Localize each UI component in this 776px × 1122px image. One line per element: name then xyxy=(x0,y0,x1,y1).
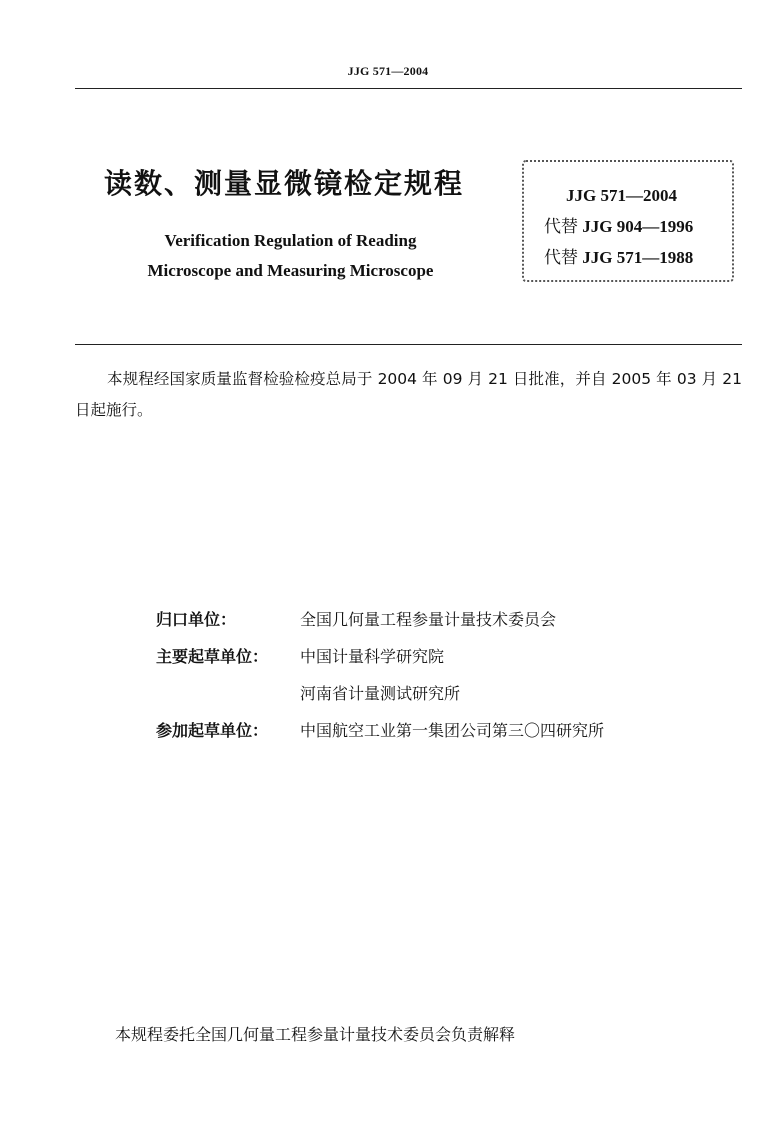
title-english-line-1: Verification Regulation of Reading xyxy=(164,231,417,250)
approval-statement: 本规程经国家质量监督检验检疫总局于 2004 年 09 月 21 日批准，并自 2005 年 03 月 21 日起施行。 xyxy=(75,370,742,419)
running-header-code: JJG 571—2004 xyxy=(347,64,429,78)
responsible-unit-row xyxy=(156,600,604,637)
replaces-prefix: 代替 xyxy=(544,248,578,267)
main-drafting-unit-row xyxy=(156,637,604,674)
replaced-code: JJG 571—1988 xyxy=(582,248,694,267)
section-rule xyxy=(75,344,742,345)
header-rule xyxy=(75,88,742,89)
responsible-unit-value: 全国几何量工程参量计量技术委员会 xyxy=(300,610,557,629)
replaces-prefix: 代替 xyxy=(544,217,578,236)
main-drafting-unit-label: 主要起草单位： xyxy=(156,647,269,666)
title-english xyxy=(104,226,477,286)
main-drafting-unit-value: 中国计量科学研究院 xyxy=(300,647,445,666)
participating-unit-label: 参加起草单位： xyxy=(156,721,269,740)
interpretation-note: 本规程委托全国几何量工程参量计量技术委员会负责解释 xyxy=(115,1025,516,1044)
standard-code-box xyxy=(522,160,734,282)
title-english-line-2: Microscope and Measuring Microscope xyxy=(147,261,434,280)
primary-code: JJG 571—2004 xyxy=(566,186,677,205)
replaced-code: JJG 904—1996 xyxy=(582,217,694,236)
responsible-unit-label: 归口单位： xyxy=(156,610,237,629)
main-drafting-unit-row-2 xyxy=(156,674,604,711)
participating-unit-row xyxy=(156,711,604,748)
code-box-replaces-1 xyxy=(544,211,732,242)
main-drafting-unit-value: 河南省计量测试研究所 xyxy=(300,684,461,703)
participating-unit-value: 中国航空工业第一集团公司第三〇四研究所 xyxy=(300,721,605,740)
code-box-primary xyxy=(544,180,732,211)
title-chinese: 读数、测量显微镜检定规程 xyxy=(104,167,465,200)
code-box-replaces-2 xyxy=(544,242,732,273)
drafting-units xyxy=(156,600,604,748)
